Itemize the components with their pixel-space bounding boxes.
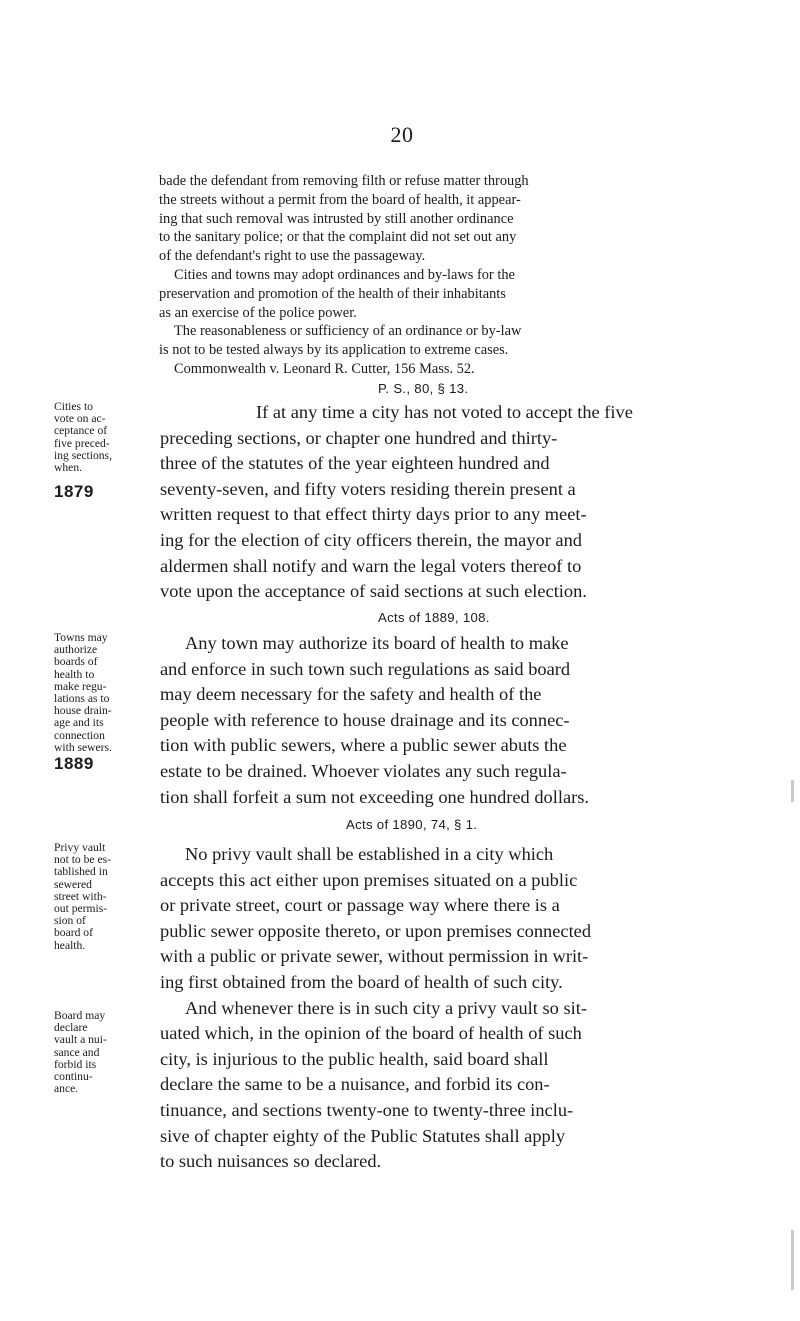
- text-line: of the defendant's right to use the passageway.: [159, 248, 426, 265]
- text-line: with a public or private sewer, without permission in writ-: [160, 946, 589, 967]
- text-line: and enforce in such town such regulations as said board: [160, 658, 571, 679]
- page-number: 20: [390, 122, 414, 147]
- text-line: seventy-seven, and fifty voters residing therein present a: [160, 478, 576, 499]
- margin-note-line: age and its: [54, 716, 104, 730]
- text-line: the streets without a permit from the board of health, it appear-: [159, 191, 521, 208]
- margin-note-line: board of: [54, 926, 93, 940]
- text-line: to such nuisances so declared.: [160, 1151, 382, 1172]
- margin-note: [54, 632, 140, 754]
- year-label: 1889: [54, 754, 94, 773]
- margin-note-line: with sewers.: [54, 740, 112, 754]
- text-line: accepts this act either upon premises situated on a public: [160, 869, 578, 890]
- text-line: may deem necessary for the safety and health of the: [160, 684, 542, 705]
- margin-note-line: when.: [54, 461, 83, 475]
- margin-note-line: health to: [54, 667, 95, 681]
- text-line: tinuance, and sections twenty-one to twenty-three inclu-: [160, 1099, 574, 1120]
- margin-note-line: boards of: [54, 655, 98, 669]
- scan-artifact: [791, 1230, 794, 1290]
- margin-note: [54, 1010, 140, 1095]
- margin-note-line: authorize: [54, 643, 98, 657]
- text-line: estate to be drained. Whoever violates any such regula-: [160, 760, 567, 781]
- margin-note-line: declare: [54, 1021, 88, 1035]
- section-text: [160, 842, 720, 1175]
- section-text: [160, 400, 720, 605]
- section-citation: Acts of 1889, 108.: [378, 610, 490, 625]
- text-line: Any town may authorize its board of health to make: [185, 633, 569, 653]
- section-text: [160, 631, 720, 810]
- section-citation: P. S., 80, § 13.: [378, 381, 469, 396]
- margin-note-line: house drain-: [54, 704, 112, 718]
- scan-artifact: [791, 780, 794, 802]
- margin-note: [54, 842, 140, 952]
- text-line: preservation and promotion of the health of their inhabitants: [159, 285, 506, 302]
- margin-note-line: lations as to: [54, 692, 110, 706]
- text-line: bade the defendant from removing filth or refuse matter through: [159, 173, 529, 189]
- margin-note-line: Privy vault: [54, 841, 106, 854]
- margin-note-line: make regu-: [54, 679, 107, 693]
- text-line: three of the statutes of the year eighteen hundred and: [160, 453, 550, 474]
- intro-text: [159, 172, 719, 379]
- margin-note-line: Cities to: [54, 400, 93, 413]
- margin-note: [54, 401, 140, 474]
- margin-note-line: sance and: [54, 1045, 100, 1059]
- case-citation: Commonwealth v. Leonard R. Cutter, 156 Mass. 52.: [174, 360, 475, 377]
- margin-note-line: five preced-: [54, 436, 110, 450]
- text-line: declare the same to be a nuisance, and forbid its con-: [160, 1074, 550, 1095]
- text-line: people with reference to house drainage and its connec-: [160, 709, 570, 730]
- text-line: Cities and towns may adopt ordinances and by-laws for the: [174, 266, 515, 283]
- margin-note-line: not to be es-: [54, 853, 111, 867]
- margin-note-line: ance.: [54, 1082, 79, 1096]
- margin-note-line: Board may: [54, 1009, 106, 1022]
- margin-note-line: health.: [54, 938, 86, 952]
- text-line: sive of chapter eighty of the Public Statutes shall apply: [160, 1125, 566, 1146]
- margin-note-line: sion of: [54, 914, 86, 928]
- text-line: preceding sections, or chapter one hundred and thirty-: [160, 427, 558, 448]
- text-line: city, is injurious to the public health, said board shall: [160, 1048, 549, 1069]
- text-line: aldermen shall notify and warn the legal voters thereof to: [160, 555, 582, 576]
- text-line: No privy vault shall be established in a city which: [185, 844, 554, 864]
- text-line: And whenever there is in such city a privy vault so sit-: [185, 997, 587, 1018]
- margin-note-line: connection: [54, 728, 105, 742]
- year-label: 1879: [54, 482, 94, 501]
- margin-note-line: ceptance of: [54, 424, 108, 438]
- margin-note-line: vote on ac-: [54, 412, 106, 426]
- margin-note-line: tablished in: [54, 865, 108, 879]
- text-line: to the sanitary police; or that the complaint did not set out any: [159, 229, 517, 246]
- text-line: If at any time a city has not voted to accept the five: [256, 402, 633, 422]
- text-line: ing for the election of city officers therein, the mayor and: [160, 529, 582, 550]
- text-line: tion shall forfeit a sum not exceeding one hundred dollars.: [160, 786, 590, 807]
- text-line: or private street, court or passage way where there is a: [160, 895, 560, 916]
- margin-note-line: out permis-: [54, 902, 108, 916]
- text-line: public sewer opposite thereto, or upon premises connected: [160, 920, 592, 941]
- section-citation: Acts of 1890, 74, § 1.: [346, 817, 478, 832]
- margin-note-line: street with-: [54, 889, 107, 903]
- text-line: vote upon the acceptance of said sections at such election.: [160, 581, 587, 602]
- text-line: written request to that effect thirty days prior to any meet-: [160, 504, 587, 525]
- text-line: uated which, in the opinion of the board of health of such: [160, 1023, 582, 1044]
- text-line: as an exercise of the police power.: [159, 304, 357, 321]
- margin-note-line: ing sections,: [54, 448, 112, 462]
- margin-note-line: continu-: [54, 1070, 93, 1084]
- text-line: ing first obtained from the board of health of such city.: [160, 971, 563, 992]
- margin-note-line: forbid its: [54, 1057, 97, 1071]
- text-line: The reasonableness or sufficiency of an ordinance or by-law: [174, 323, 522, 340]
- margin-note-line: vault a nui-: [54, 1033, 107, 1047]
- text-line: tion with public sewers, where a public sewer abuts the: [160, 735, 567, 756]
- margin-note-line: sewered: [54, 877, 92, 891]
- text-line: is not to be tested always by its application to extreme cases.: [159, 342, 509, 359]
- margin-note-line: Towns may: [54, 631, 108, 644]
- text-line: ing that such removal was intrusted by still another ordinance: [159, 210, 514, 227]
